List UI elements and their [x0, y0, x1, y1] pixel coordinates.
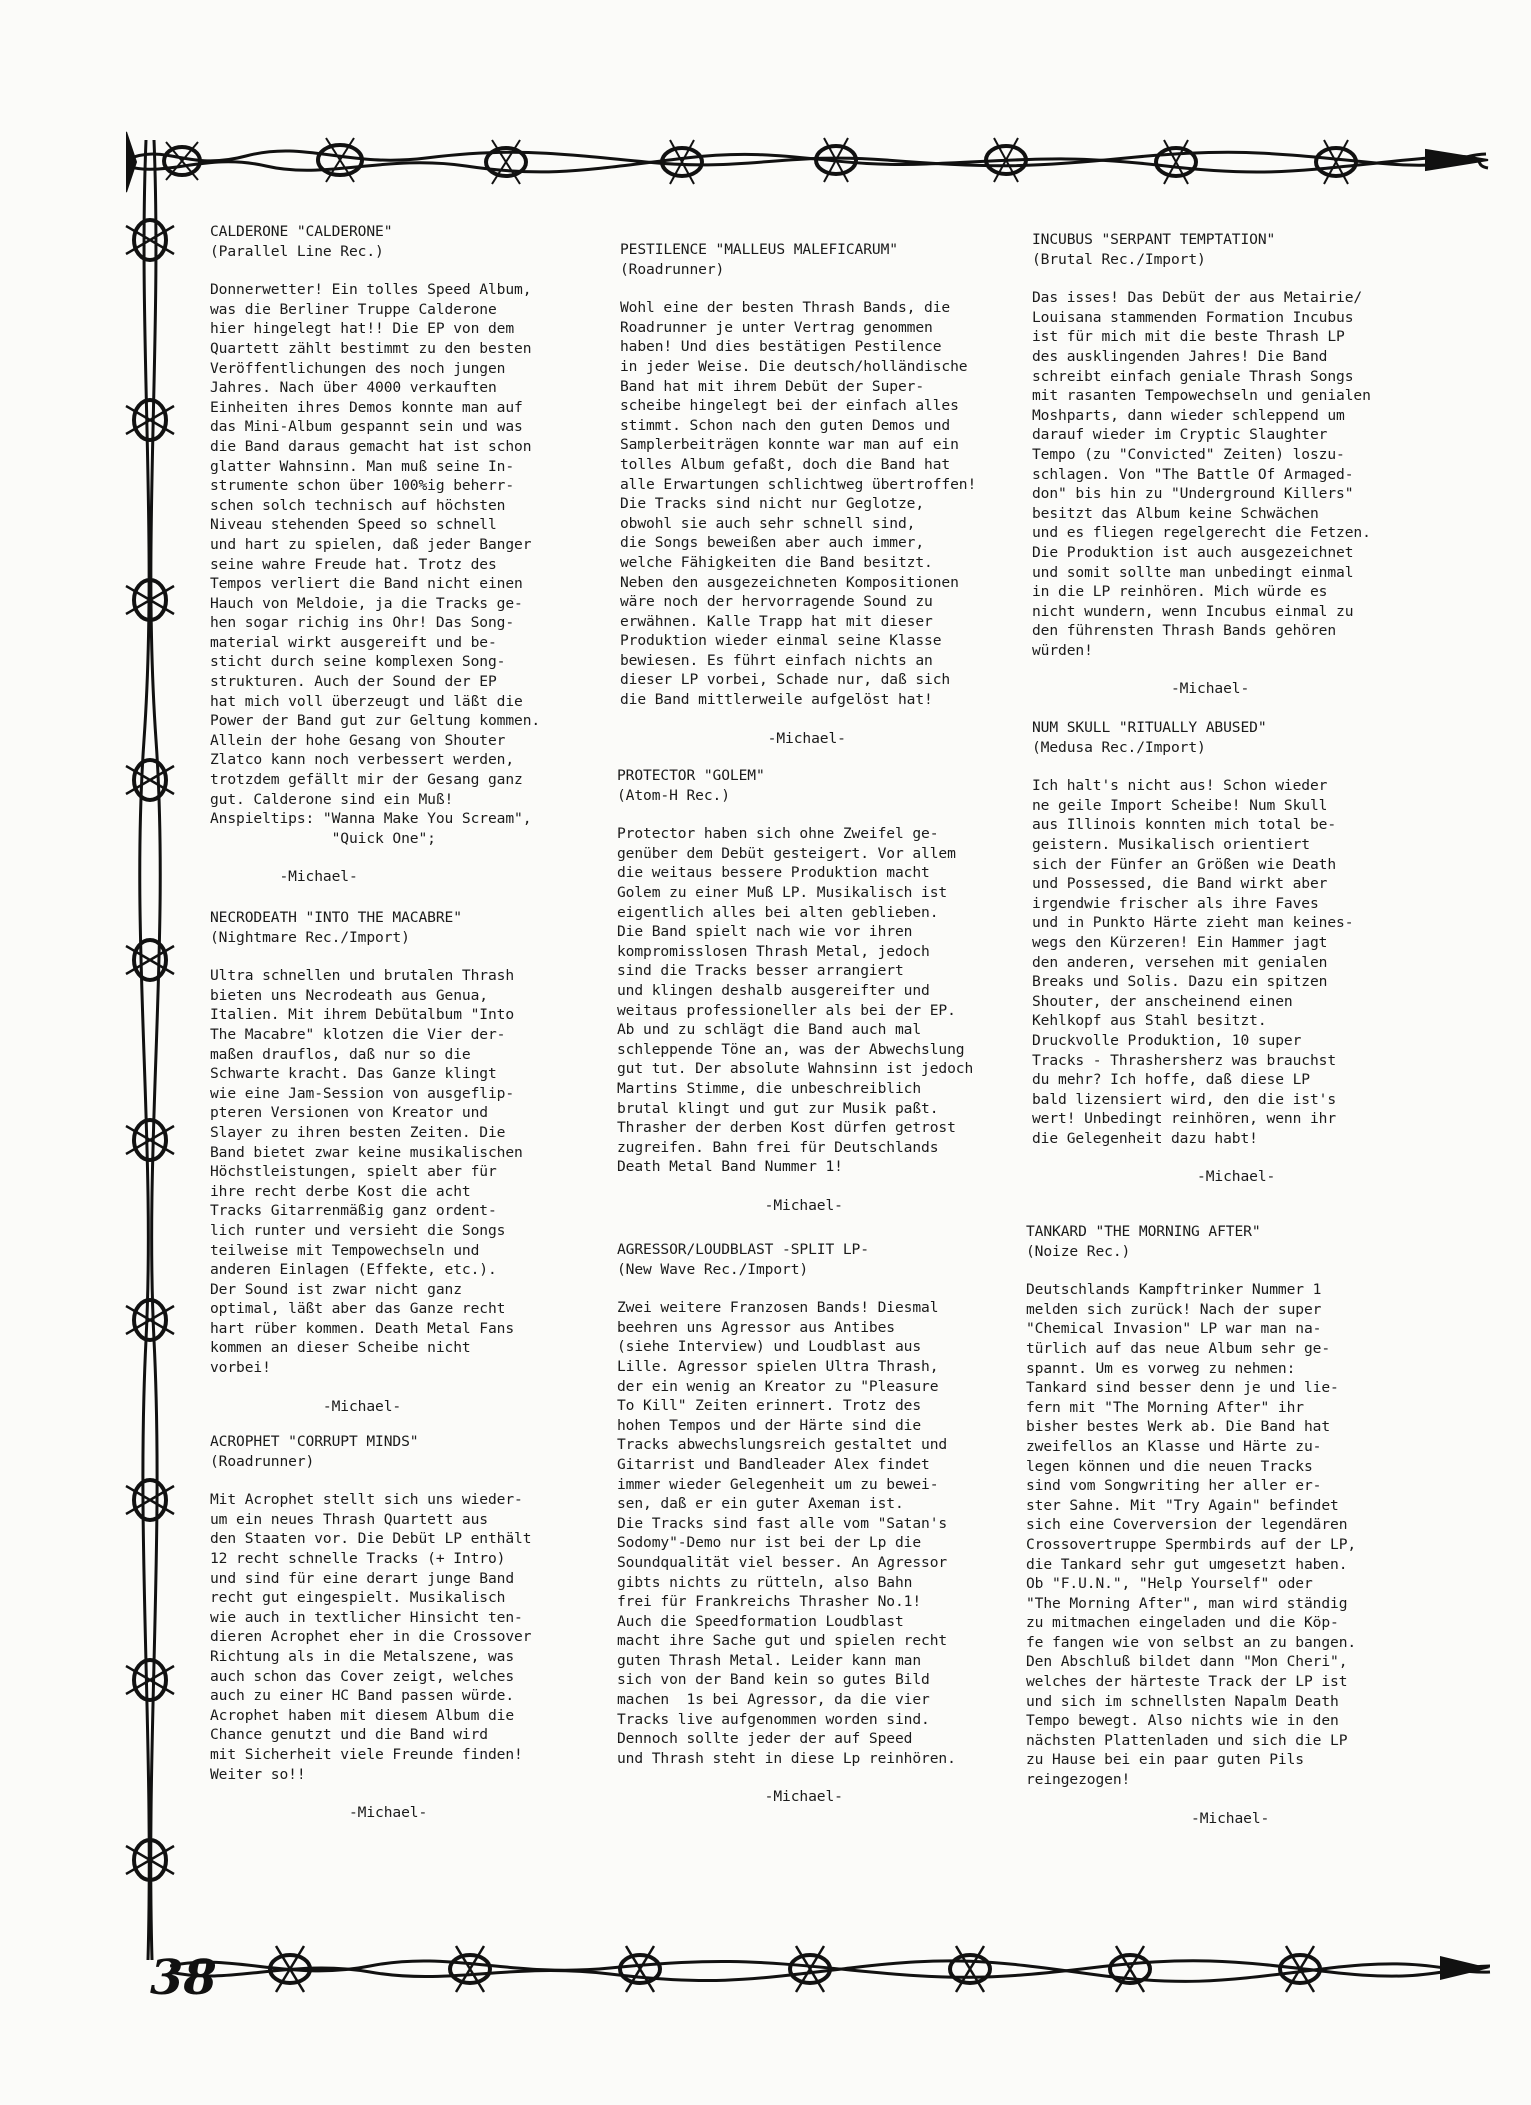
review-label: (Roadrunner): [620, 260, 725, 278]
review-author: -Michael-: [617, 1196, 843, 1214]
review-author: -Michael-: [210, 868, 358, 886]
review-text: Ultra schnellen und brutalen Thrash bieten uns Necrodeath aus Genua, Italien. Mit ihrem Debütalbum "Into The Macabre" klotzen die Vier der- maßen drauflos, daß nur so die Schwarte kracht. Das Ganze klingt wie eine Jam-Session von ausgeflip- pteren Versionen von Kreator und Slayer zu ihren besten Zeiten. Die Band bietet zwar keine musikalischen Höchstleistungen, spielt aber für ihre recht derbe Kost die acht Tracks Gitarrenmäßig ganz ordent- lich runter und versieht die Songs teilweise mit Tempowechseln und anderen Einlagen (Effekte, etc.). Der Sound ist zwar nicht ganz optimal, läßt aber das Ganze recht hart rüber kommen. Death Metal Fans kommen an dieser Scheibe nicht vorbei!: [210, 967, 523, 1377]
review-title: NECRODEATH "INTO THE MACABRE": [210, 909, 462, 926]
barbed-wire-top-border: [126, 112, 1490, 208]
review-label: (Parallel Line Rec.): [210, 242, 384, 260]
review-label: (New Wave Rec./Import): [617, 1260, 809, 1278]
review-text: Protector haben sich ohne Zweifel ge- genüber dem Debüt gesteigert. Vor allem die weitaus bessere Produktion macht Golem zu einer Muß LP. Musikalisch ist eigentlich alles bei alten geblieben. Die Band spielt nach wie vor ihren kompromisslosen Thrash Metal, jedoch sind die Tracks besser arrangiert und klingen deshalb ausgereifter und weitaus professioneller als bei der EP. Ab und zu schlägt die Band auch mal schleppende Töne an, was der Abwechslung gut tut. Der absolute Wahnsinn ist jedoch Martins Stimme, die unbeschreiblich brutal klingt und gut zur Musik paßt. Thrasher der derben Kost dürfen getrost zugreifen. Bahn frei für Deutschlands Death Metal Band Nummer 1!: [617, 825, 974, 1176]
review-title: PESTILENCE "MALLEUS MALEFICARUM": [620, 241, 898, 258]
review-label: (Atom-H Rec.): [617, 786, 730, 804]
review-title: NUM SKULL "RITUALLY ABUSED": [1032, 719, 1267, 736]
review-title: INCUBUS "SERPANT TEMPTATION": [1032, 231, 1276, 248]
review-title: PROTECTOR "GOLEM": [617, 767, 765, 784]
review-label: (Roadrunner): [210, 1452, 315, 1470]
review-title: CALDERONE "CALDERONE": [210, 223, 393, 240]
review-author: -Michael-: [1026, 1809, 1270, 1827]
review-incubus: [1032, 230, 1371, 699]
page-number: 38: [150, 1950, 217, 2006]
review-author: -Michael-: [617, 1788, 843, 1806]
review-label: (Medusa Rec./Import): [1032, 738, 1206, 756]
review-text: Deutschlands Kampftrinker Nummer 1 melden sich zurück! Nach der super "Chemical Invasion" LP war man na- türlich auf das neue Album sehr ge- spannt. Um es vorweg zu nehmen: Tankard sind besser denn je und lie- fern mit "The Morning After" ihr bisher bestes Werk ab. Die Band hat zweifellos an Klasse und Härte zu- legen können und die neuen Tracks sind vom Songwriting her aller er- ster Sahne. Mit "Try Again" befindet sich eine Coverversion der legendären Crossovertruppe Spermbirds auf der LP, die Tankard sehr gut umgesetzt haben. Ob "F.U.N.", "Help Yourself" oder "The Morning After", man wird ständig zu mitmachen eingeladen und die Köp- fe fangen wie von selbst an zu bangen. Den Abschluß bildet dann "Mon Cheri", welches der härteste Track der LP ist und sich im schnellsten Napalm Death Tempo bewegt. Also nichts wie in den nächsten Plattenladen und sich die LP zu Hause bei ein paar guten Pils reingezogen!: [1026, 1281, 1357, 1789]
review-author: -Michael-: [210, 1804, 428, 1822]
review-label: (Brutal Rec./Import): [1032, 250, 1206, 268]
review-text: Donnerwetter! Ein tolles Speed Album, was die Berliner Truppe Calderone hier hingelegt hat!! Die EP von dem Quartett zählt bestimmt zu den besten Veröffentlichungen des noch jungen Jahres. Nach über 4000 verkauften Einheiten ihres Demos konnte man auf das Mini-Album gespannt sein und was die Band daraus gemacht hat ist schon glatter Wahnsinn. Man muß seine In- strumente schon über 100%ig beherr- schen solch technisch auf höchsten Niveau stehenden Speed so schnell und hart zu spielen, daß jeder Banger seine wahre Freude hat. Trotz des Tempos verliert die Band nicht einen Hauch von Meldoie, ja die Tracks ge- hen sogar richig ins Ohr! Das Song- material wirkt ausgereift und be- sticht durch seine komplexen Song- strukturen. Auch der Sound der EP hat mich voll überzeugt und läßt die Power der Band gut zur Geltung kommen. Allein der hohe Gesang von Shouter Zlatco kann noch verbessert werden, trotzdem gefällt mir der Gesang ganz gut. Calderone sind ein Muß! Anspieltips: "Wanna Make You Scream", "Quick One";: [210, 281, 541, 847]
review-text: Wohl eine der besten Thrash Bands, die Roadrunner je unter Vertrag genommen haben! Und dies bestätigen Pestilence in jeder Weise. Die deutsch/holländische Band hat mit ihrem Debüt der Super- scheibe hingelegt bei der einfach alles stimmt. Schon nach den guten Demos und Samplerbeiträgen konnte war man auf ein tolles Album gefaßt, doch die Band hat alle Erwartungen schlichtweg übertroffen! Die Tracks sind nicht nur Geglotze, obwohl sie auch sehr schnell sind, die Songs beweißen aber auch immer, welche Fähigkeiten die Band besitzt. Neben den ausgezeichneten Kompositionen wäre noch der hervorragende Sound zu erwähnen. Kalle Trapp hat mit dieser Produktion wieder einmal seine Klasse bewiesen. Es führt einfach nichts an dieser LP vorbei, Schade nur, daß sich die Band mittlerweile aufgelöst hat!: [620, 299, 977, 709]
review-label: (Nightmare Rec./Import): [210, 928, 410, 946]
review-author: -Michael-: [1032, 1168, 1276, 1186]
review-text: Das isses! Das Debüt der aus Metairie/ Louisana stammenden Formation Incubus ist für mich mit die beste Thrash LP des ausklingenden Jahres! Die Band schreibt einfach geniale Thrash Songs mit rasanten Tempowechseln und genialen Moshparts, dann wieder schleppend um darauf wieder im Cryptic Slaughter Tempo (zu "Convicted" Zeiten) loszu- schlagen. Von "The Battle Of Armaged- don" bis hin zu "Underground Killers" besitzt das Album keine Schwächen und es fliegen regelgerecht die Fetzen. Die Produktion ist auch ausgezeichnet und somit sollte man unbedingt einmal in die LP reinhören. Mich würde es nicht wundern, wenn Incubus einmal zu den führensten Thrash Bands gehören würden!: [1032, 289, 1371, 659]
review-acrophet: [210, 1432, 531, 1823]
review-title: TANKARD "THE MORNING AFTER": [1026, 1223, 1261, 1240]
review-tankard: [1026, 1222, 1356, 1828]
review-author: -Michael-: [210, 1397, 402, 1415]
review-text: Mit Acrophet stellt sich uns wieder- um ein neues Thrash Quartett aus den Staaten vor. Die Debüt LP enthält 12 recht schnelle Tracks (+ Intro) und sind für eine derart junge Band recht gut eingespielt. Musikalisch wie auch in textlicher Hinsicht ten- dieren Acrophet eher in die Crossover Richtung als in die Metalszene, was auch schon das Cover zeigt, welches auch zu einer HC Band passen würde. Acrophet haben mit diesem Album die Chance genutzt und die Band wird mit Sicherheit viele Freunde finden! Weiter so!!: [210, 1491, 532, 1783]
review-pestilence: [620, 240, 976, 748]
review-agressor-loudblast: [617, 1240, 956, 1807]
review-label: (Noize Rec.): [1026, 1242, 1131, 1260]
review-author: -Michael-: [620, 729, 846, 747]
review-title: AGRESSOR/LOUDBLAST -SPLIT LP-: [617, 1241, 869, 1258]
review-text: Zwei weitere Franzosen Bands! Diesmal beehren uns Agressor aus Antibes (siehe Interview) und Loudblast aus Lille. Agressor spielen Ultra Thrash, der ein wenig an Kreator zu "Pleasure To Kill" Zeiten erinnert. Trotz des hohen Tempos und der Härte sind die Tracks abwechslungsreich gestaltet und Gitarrist und Bandleader Alex findet immer wieder Gelegenheit um zu bewei- sen, daß er ein guter Axeman ist. Die Tracks sind fast alle vom "Satan's Sodomy"-Demo nur ist bei der Lp die Soundqualität viel besser. An Agressor gibts nichts zu rütteln, also Bahn frei für Frankreichs Thrasher No.1! Auch die Speedformation Loudblast macht ihre Sache gut und spielen recht guten Thrash Metal. Leider kann man sich von der Band kein so gutes Bild machen 1s bei Agressor, da die vier Tracks live aufgenommen worden sind. Dennoch sollte jeder der auf Speed und Thrash steht in diese Lp reinhören.: [617, 1299, 956, 1767]
barbed-wire-bottom-border: [170, 1922, 1492, 2014]
review-protector: [617, 766, 973, 1215]
review-num-skull: [1032, 718, 1353, 1187]
review-author: -Michael-: [1032, 680, 1250, 698]
review-necrodeath: [210, 908, 523, 1416]
review-text: Ich halt's nicht aus! Schon wieder ne geile Import Scheibe! Num Skull aus Illinois konnten mich total be- geistern. Musikalisch orientiert sich der Fünfer an Größen wie Death und Possessed, die Band wirkt aber irgendwie frischer als ihre Faves und in Punkto Härte zieht man keines- wegs den Kürzeren! Ein Hammer jagt den anderen, versehen mit genialen Breaks und Solis. Dazu ein spitzen Shouter, der anscheinend einen Kehlkopf aus Stahl besitzt. Druckvolle Produktion, 10 super Tracks - Thrashersherz was brauchst du mehr? Ich hoffe, daß diese LP bald lizensiert wird, den die ist's wert! Unbedingt reinhören, wenn ihr die Gelegenheit dazu habt!: [1032, 777, 1354, 1147]
barbed-wire-left-border: [110, 140, 190, 1960]
review-calderone: [210, 222, 540, 887]
review-title: ACROPHET "CORRUPT MINDS": [210, 1433, 419, 1450]
